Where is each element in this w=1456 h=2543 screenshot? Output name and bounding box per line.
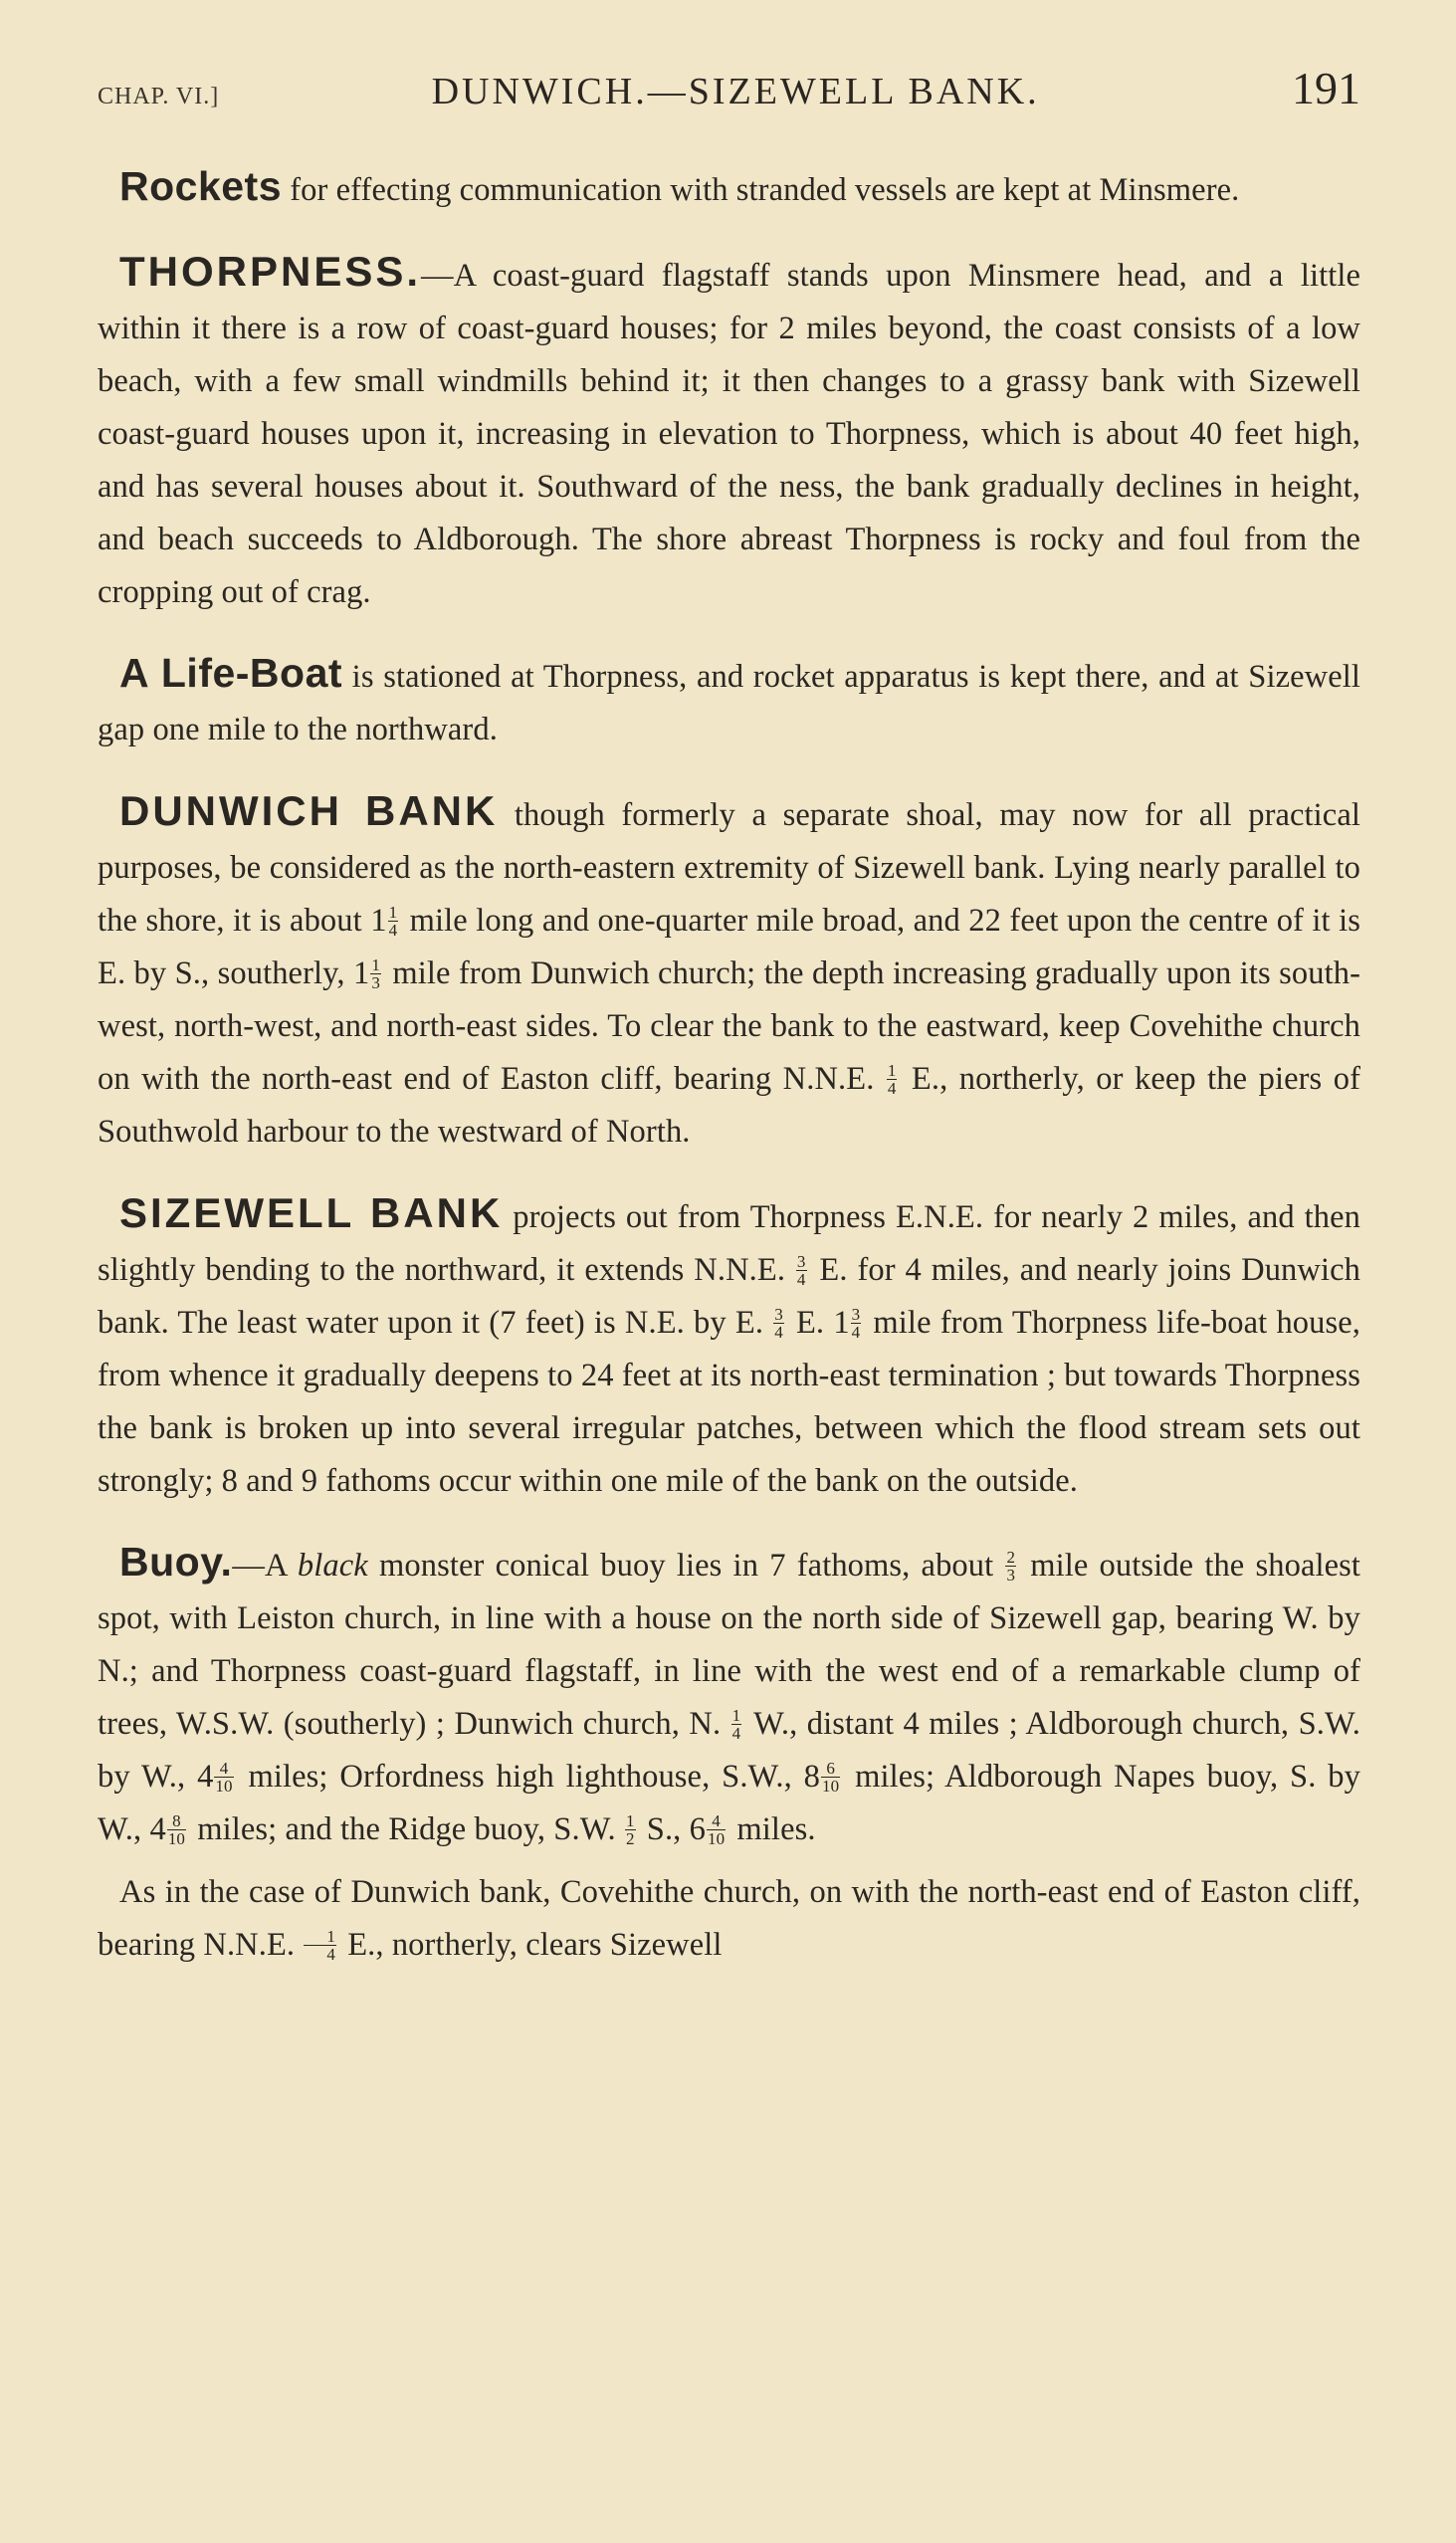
buoy-text-8: miles. bbox=[728, 1811, 816, 1847]
fraction-mixed bbox=[833, 1305, 864, 1341]
fraction-numerator: 3 bbox=[774, 1305, 783, 1325]
paragraph-sizewell-bank bbox=[98, 1186, 1360, 1508]
buoy-text-5: miles; Aldborough Napes buoy, S. by W., bbox=[98, 1759, 1360, 1847]
lead-sizewell-bank: SIZEWELL BANK bbox=[119, 1189, 504, 1236]
fraction-numerator: 1 bbox=[304, 1928, 336, 1946]
lead-dunwich-bank: DUNWICH BANK bbox=[119, 787, 499, 834]
paragraph-dunwich-bank bbox=[98, 784, 1360, 1159]
fraction-denominator: 4 bbox=[388, 921, 398, 941]
fraction bbox=[388, 904, 399, 939]
buoy-text-3: W., distant 4 miles ; Aldborough church, S.W. by W., bbox=[98, 1706, 1360, 1795]
fraction bbox=[214, 1760, 233, 1795]
paragraph-rockets bbox=[98, 160, 1360, 217]
lifeboat-text: is stationed at Thorpness, and rocket apparatus is kept there, and at Sizewell gap one mile to the northward. bbox=[98, 659, 1360, 747]
fraction-denominator: 3 bbox=[371, 973, 380, 993]
sizewell-text-1: projects out from Thorpness E.N.E. for nearly 2 miles, and then slightly bending to the northward, it extends N.N.E. bbox=[98, 1199, 1361, 1288]
fraction-whole: 1 bbox=[352, 955, 370, 991]
fraction-denominator: 4 bbox=[851, 1323, 861, 1343]
fraction-denominator: 10 bbox=[708, 1829, 726, 1849]
lead-rockets: Rockets bbox=[119, 163, 283, 209]
fraction bbox=[773, 1306, 784, 1341]
fraction-numerator: 2 bbox=[1006, 1548, 1016, 1568]
fraction bbox=[625, 1812, 636, 1847]
fraction-denominator: 4 bbox=[774, 1323, 783, 1343]
page-number: 191 bbox=[1292, 63, 1360, 113]
fraction-numerator: 1 bbox=[388, 903, 398, 923]
fraction-denominator: 10 bbox=[822, 1777, 840, 1797]
thorpness-text: —A coast-guard flagstaff stands upon Minsmere head, and a little within it there is a row of coast-guard houses; for 2 miles beyond, the coast consists of a low beach, with a few small windmills behind it; it then changes to a grassy bank with Sizewell coast-guard houses upon it, increasing in elevation to Thorpness, which is about 40 feet high, and has several houses about it. Southward of the ness, the bank gradually declines in height, and beach succeeds to Aldborough. The shore abreast Thorpness is rocky and foul from the cropping out of crag. bbox=[98, 258, 1360, 610]
fraction bbox=[821, 1760, 840, 1795]
fraction bbox=[731, 1707, 742, 1742]
paragraph-continuation bbox=[98, 1866, 1360, 1972]
continuation-text-2: E., northerly, clears Sizewell bbox=[338, 1927, 723, 1963]
fraction bbox=[887, 1062, 898, 1097]
buoy-text-0: —A bbox=[232, 1548, 298, 1584]
fraction bbox=[167, 1812, 186, 1847]
fraction-mixed bbox=[353, 955, 384, 991]
fraction-numerator: 4 bbox=[707, 1812, 726, 1830]
fraction-whole: 4 bbox=[149, 1811, 166, 1847]
fraction-numerator: 4 bbox=[214, 1760, 233, 1778]
sizewell-text-3: E. bbox=[786, 1305, 834, 1341]
fraction-mixed bbox=[197, 1759, 237, 1795]
lead-thorpness: THORPNESS. bbox=[119, 248, 422, 295]
lead-lifeboat: A Life-Boat bbox=[119, 650, 343, 696]
lead-buoy: Buoy. bbox=[119, 1539, 233, 1585]
fraction-whole: 6 bbox=[689, 1811, 706, 1847]
continuation-text-1: As in the case of Dunwich bank, Covehithe church, on with the north-east end of Easton cliff, bearing N.N.E. bbox=[98, 1874, 1360, 1963]
fraction-denominator: 10 bbox=[167, 1829, 186, 1849]
fraction-mixed bbox=[804, 1759, 844, 1795]
fraction-numerator: 1 bbox=[887, 1061, 897, 1081]
paragraph-buoy bbox=[98, 1536, 1360, 1856]
buoy-text-7: S., bbox=[638, 1811, 690, 1847]
dunwich-text-2: mile long and one-quarter mile broad, and 22 feet upon the centre of it is E. by S., southerly, bbox=[98, 903, 1360, 991]
fraction-mixed bbox=[149, 1811, 189, 1847]
fraction-whole: 1 bbox=[370, 903, 387, 939]
fraction-mixed bbox=[690, 1811, 729, 1847]
buoy-text-6: miles; and the Ridge buoy, S.W. bbox=[189, 1811, 624, 1847]
fraction-denominator: 4 bbox=[887, 1079, 897, 1099]
fraction-whole: 8 bbox=[803, 1759, 821, 1795]
fraction-denominator: 3 bbox=[1006, 1566, 1016, 1586]
fraction bbox=[370, 956, 381, 991]
fraction-denominator: 4 bbox=[796, 1270, 806, 1290]
fraction bbox=[851, 1306, 862, 1341]
fraction-numerator: 3 bbox=[851, 1305, 861, 1325]
fraction-numerator: 1 bbox=[625, 1811, 635, 1831]
running-title: DUNWICH.—SIZEWELL BANK. bbox=[431, 71, 1040, 112]
fraction bbox=[707, 1812, 726, 1847]
fraction-denominator: 4 bbox=[326, 1945, 335, 1965]
fraction-whole: 1 bbox=[833, 1305, 850, 1341]
dunwich-text-3: mile from Dunwich church; the depth increasing gradually upon its south-west, north-west, and north-east sides. To clear the bank to the eastward, keep Covehithe church on with the north-east end of Easton cliff, bearing N.N.E. bbox=[98, 955, 1360, 1097]
fraction bbox=[304, 1928, 336, 1963]
paragraph-lifeboat bbox=[98, 647, 1360, 756]
fraction-denominator: 10 bbox=[215, 1777, 233, 1797]
sizewell-text-4: mile from Thorpness life-boat house, from whence it gradually deepens to 24 feet at its north-east termination ; but towards Thorpness the bank is broken up into several irregular patches, between which the flood stream sets out strongly; 8 and 9 fathoms occur within one mile of the bank on the outside. bbox=[98, 1305, 1360, 1499]
fraction-denominator: 2 bbox=[625, 1829, 635, 1849]
fraction-numerator: 6 bbox=[821, 1760, 840, 1778]
fraction-numerator: 1 bbox=[371, 955, 380, 975]
paragraph-thorpness bbox=[98, 245, 1360, 619]
dunwich-text-4: E., northerly, or keep the piers of Southwold harbour to the westward of North. bbox=[98, 1061, 1360, 1150]
fraction-denominator: 4 bbox=[731, 1724, 741, 1744]
fraction-numerator: 3 bbox=[796, 1252, 806, 1272]
sizewell-text-2: E. for 4 miles, and nearly joins Dunwich bank. The least water upon it (7 feet) is N.E. by E. bbox=[98, 1252, 1360, 1341]
rockets-text: for effecting communication with stranded vessels are kept at Minsmere. bbox=[282, 172, 1240, 208]
dunwich-text-1: though formerly a separate shoal, may now for all practical purposes, be considered as the north-eastern extremity of Sizewell bank. Lying nearly parallel to the shore, it is about bbox=[98, 797, 1360, 939]
buoy-text-4: miles; Orfordness high lighthouse, S.W., bbox=[236, 1759, 804, 1795]
fraction-numerator: 8 bbox=[167, 1812, 186, 1830]
fraction bbox=[796, 1253, 807, 1288]
buoy-text-1: monster conical buoy lies in 7 fathoms, about bbox=[367, 1548, 1005, 1584]
chapter-label: CHAP. VI.] bbox=[98, 84, 220, 109]
buoy-text-2: mile outside the shoalest spot, with Leiston church, in line with a house on the north side of Sizewell gap, bearing W. by N.; and Thorpness coast-guard flagstaff, in line with the west end of a remarkable clump of trees, W.S.W. (southerly) ; Dunwich church, N. bbox=[98, 1548, 1361, 1742]
fraction bbox=[1005, 1549, 1016, 1584]
fraction-numerator: 1 bbox=[731, 1706, 741, 1726]
buoy-italic-black: black bbox=[297, 1548, 368, 1584]
running-header bbox=[98, 62, 1360, 114]
fraction-whole: 4 bbox=[197, 1759, 214, 1795]
fraction-mixed bbox=[370, 903, 401, 939]
